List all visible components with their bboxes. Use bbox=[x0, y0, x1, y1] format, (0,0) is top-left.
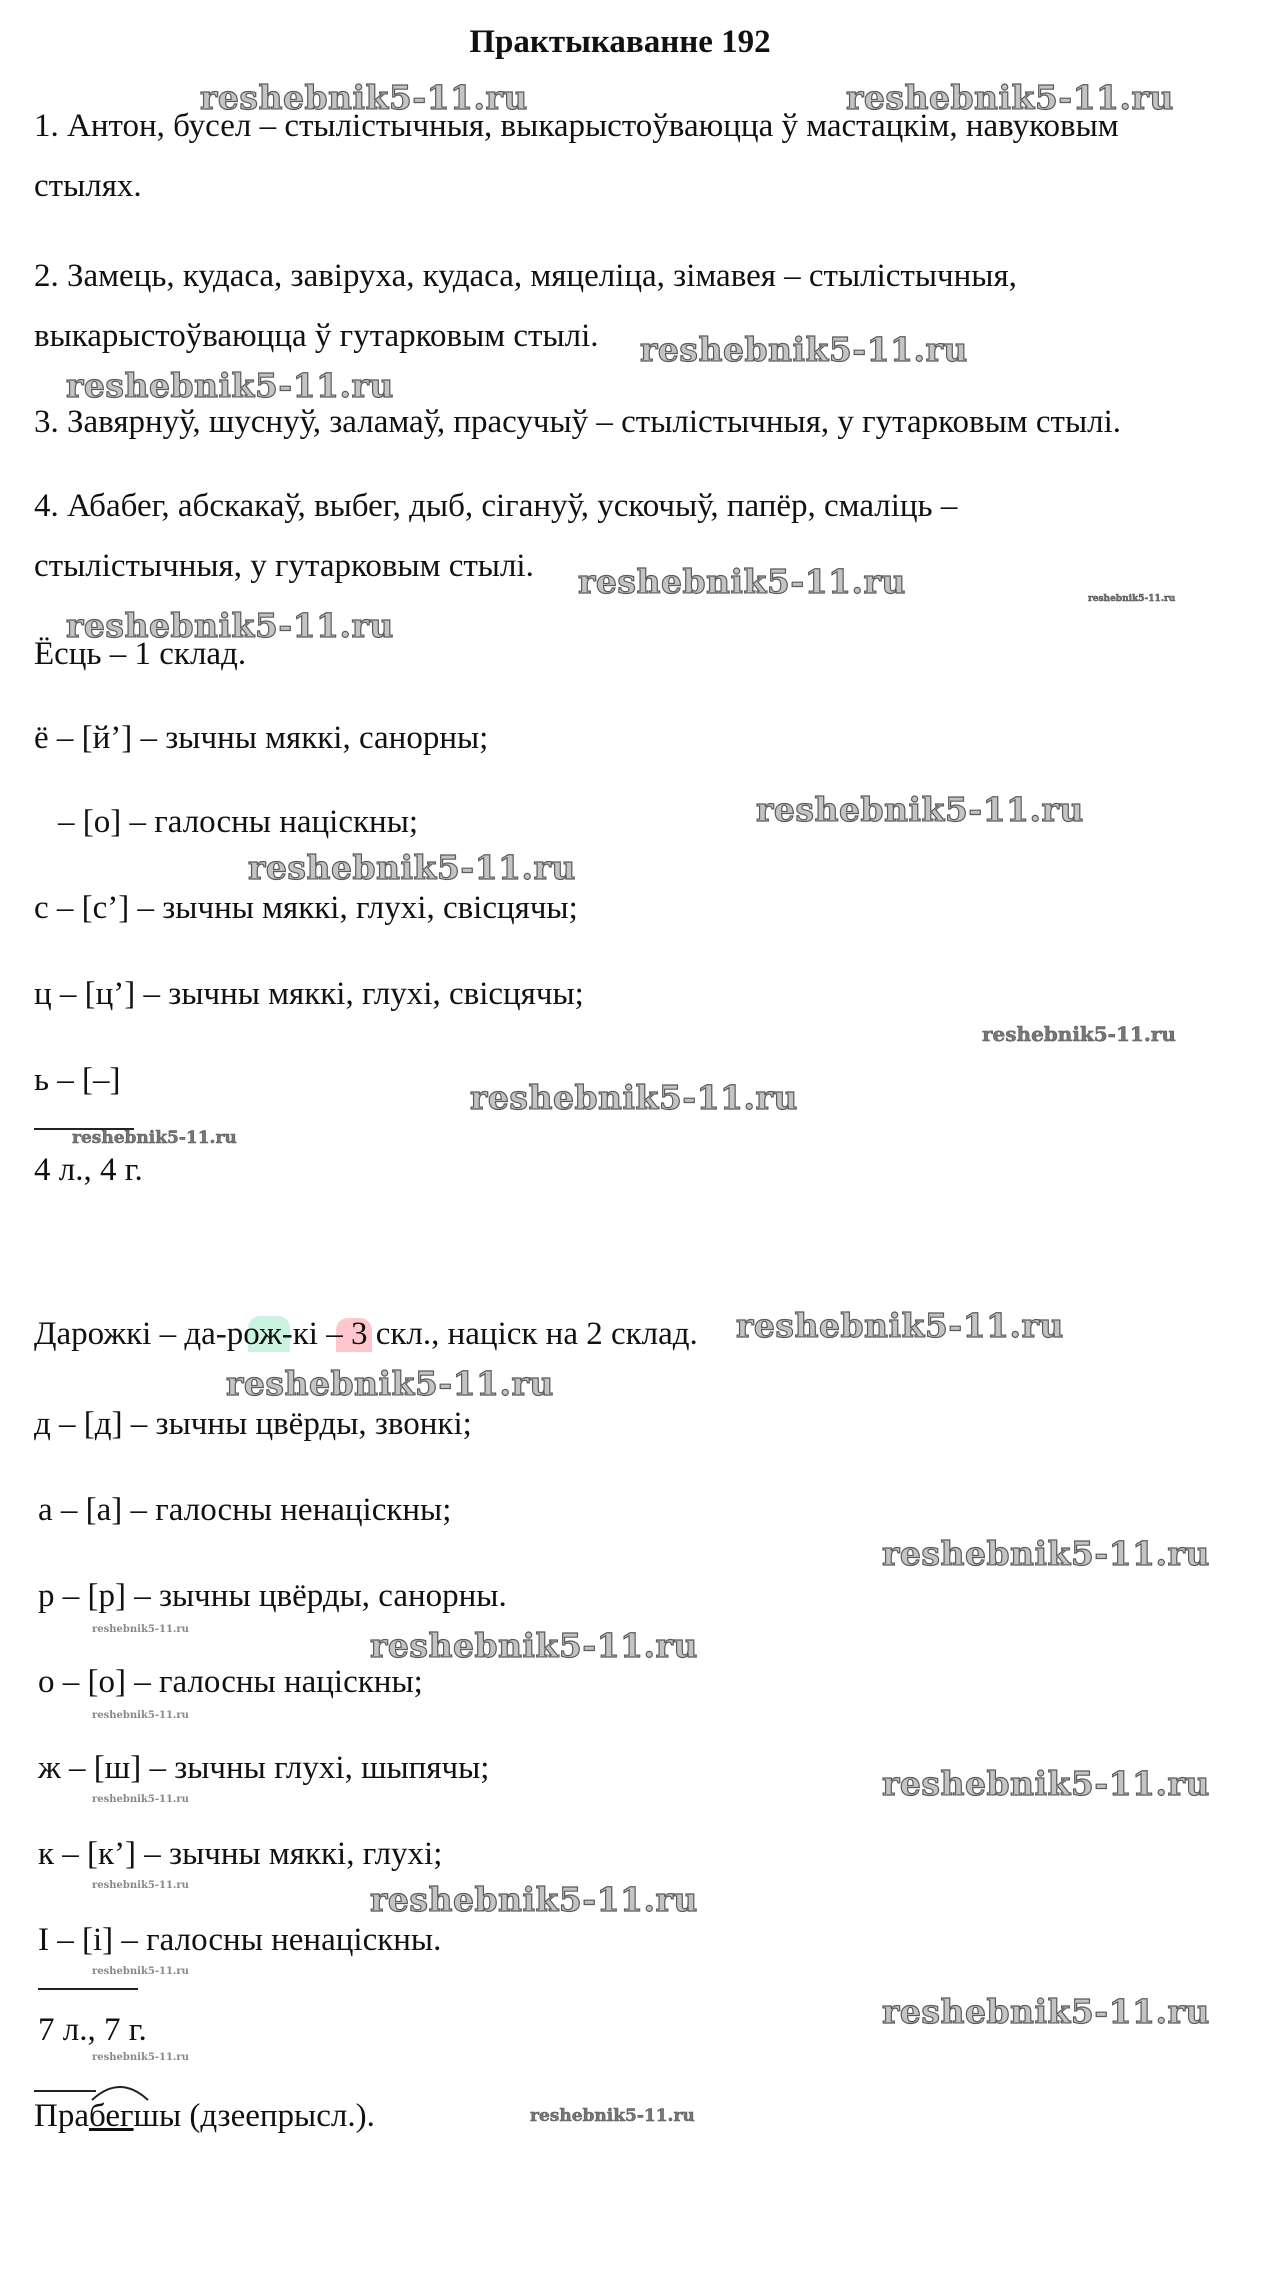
word1-sound-4: ц – [ц’] – зычны мяккі, глухі, свісцячы; bbox=[34, 976, 584, 1012]
word1-heading: Ёсць – 1 склад. bbox=[34, 636, 247, 672]
word3-suffix: шы bbox=[133, 2098, 182, 2134]
word2-syllable-3: кі bbox=[292, 1316, 318, 1352]
word2-sound-1: д – [д] – зычны цвёрды, звонкі; bbox=[34, 1406, 472, 1442]
watermark: reshebnik5-11.ru bbox=[530, 2106, 695, 2126]
watermark: reshebnik5-11.ru bbox=[92, 1794, 189, 1805]
word2-sound-2: а – [а] – галосны ненаціскны; bbox=[38, 1492, 452, 1528]
watermark: reshebnik5-11.ru bbox=[882, 1992, 1210, 2031]
word2-heading bbox=[34, 1314, 698, 1354]
word2-heading-rest: – 3 скл., націск на 2 склад. bbox=[317, 1316, 698, 1352]
watermark: reshebnik5-11.ru bbox=[1088, 594, 1176, 604]
watermark: reshebnik5-11.ru bbox=[982, 1022, 1176, 1046]
watermark: reshebnik5-11.ru bbox=[736, 1306, 1064, 1345]
word2-sound-5: ж – [ш] – зычны глухі, шыпячы; bbox=[38, 1750, 490, 1786]
word3-rest: (дзеепрысл.). bbox=[181, 2098, 375, 2134]
answer-4-line-1: 4. Абабег, абскакаў, выбег, дыб, сігануў, ускочыў, папёр, смаліць – bbox=[34, 488, 958, 524]
word1-sound-2: – [о] – галосны націскны; bbox=[58, 804, 419, 840]
word2-sound-3: р – [р] – зычны цвёрды, санорны. bbox=[38, 1578, 507, 1614]
watermark: reshebnik5-11.ru bbox=[72, 1128, 237, 1148]
watermark: reshebnik5-11.ru bbox=[640, 330, 968, 369]
word2-sound-6: к – [к’] – зычны мяккі, глухі; bbox=[38, 1836, 443, 1872]
word3-prefix: Пра bbox=[34, 2098, 89, 2134]
watermark: reshebnik5-11.ru bbox=[370, 1626, 698, 1665]
word1-sound-3: с – [с’] – зычны мяккі, глухі, свісцячы; bbox=[34, 890, 578, 926]
word1-summary: 4 л., 4 г. bbox=[34, 1152, 143, 1188]
word2-heading-word: Дарожкі – bbox=[34, 1316, 185, 1352]
watermark: reshebnik5-11.ru bbox=[92, 1624, 189, 1635]
word1-sound-5: ь – [–] bbox=[34, 1062, 121, 1098]
watermark: reshebnik5-11.ru bbox=[882, 1764, 1210, 1803]
watermark: reshebnik5-11.ru bbox=[370, 1880, 698, 1919]
word3 bbox=[34, 2096, 375, 2136]
answer-3: 3. Завярнуў, шуснуў, заламаў, прасучыў – стылістычныя, у гутарковым стылі. bbox=[34, 404, 1122, 440]
watermark: reshebnik5-11.ru bbox=[92, 1880, 189, 1891]
watermark: reshebnik5-11.ru bbox=[470, 1078, 798, 1117]
watermark: reshebnik5-11.ru bbox=[846, 78, 1174, 117]
watermark: reshebnik5-11.ru bbox=[882, 1534, 1210, 1573]
answer-2-line-2: выкарыстоўваюцца ў гутарковым стылі. bbox=[34, 318, 599, 354]
word2-syllable-1: да- bbox=[184, 1316, 227, 1352]
word1-sound-1: ё – [й’] – зычны мяккі, санорны; bbox=[34, 720, 489, 756]
watermark: reshebnik5-11.ru bbox=[66, 606, 394, 645]
answer-2-line-1: 2. Замець, кудаса, завіруха, кудаса, мяцеліца, зімавея – стылістычныя, bbox=[34, 258, 1017, 294]
watermark: reshebnik5-11.ru bbox=[248, 848, 576, 887]
word2-summary-rule bbox=[38, 1988, 138, 1990]
watermark: reshebnik5-11.ru bbox=[578, 562, 906, 601]
watermark: reshebnik5-11.ru bbox=[92, 1966, 189, 1977]
prefix-bar bbox=[34, 2090, 96, 2092]
watermark: reshebnik5-11.ru bbox=[226, 1364, 554, 1403]
word2-syllable-2: рож- bbox=[226, 1316, 293, 1352]
word2-summary: 7 л., 7 г. bbox=[38, 2012, 147, 2048]
watermark: reshebnik5-11.ru bbox=[92, 1710, 189, 1721]
answer-4-line-2: стылістычныя, у гутарковым стылі. bbox=[34, 548, 534, 584]
word2-sound-4: о – [о] – галосны націскны; bbox=[38, 1664, 423, 1700]
word2-sound-7: І – [і] – галосны ненаціскны. bbox=[38, 1922, 442, 1958]
watermark: reshebnik5-11.ru bbox=[66, 366, 394, 405]
watermark: reshebnik5-11.ru bbox=[200, 78, 528, 117]
watermark: reshebnik5-11.ru bbox=[756, 790, 1084, 829]
word3-root: бег bbox=[88, 2098, 134, 2134]
watermark: reshebnik5-11.ru bbox=[92, 2052, 189, 2063]
answer-1-line-1: 1. Антон, бусел – стылістычныя, выкарыстоўваюцца ў мастацкім, навуковым bbox=[34, 108, 1119, 144]
page-title: Практыкаванне 192 bbox=[469, 24, 771, 60]
answer-1-line-2: стылях. bbox=[34, 168, 142, 204]
